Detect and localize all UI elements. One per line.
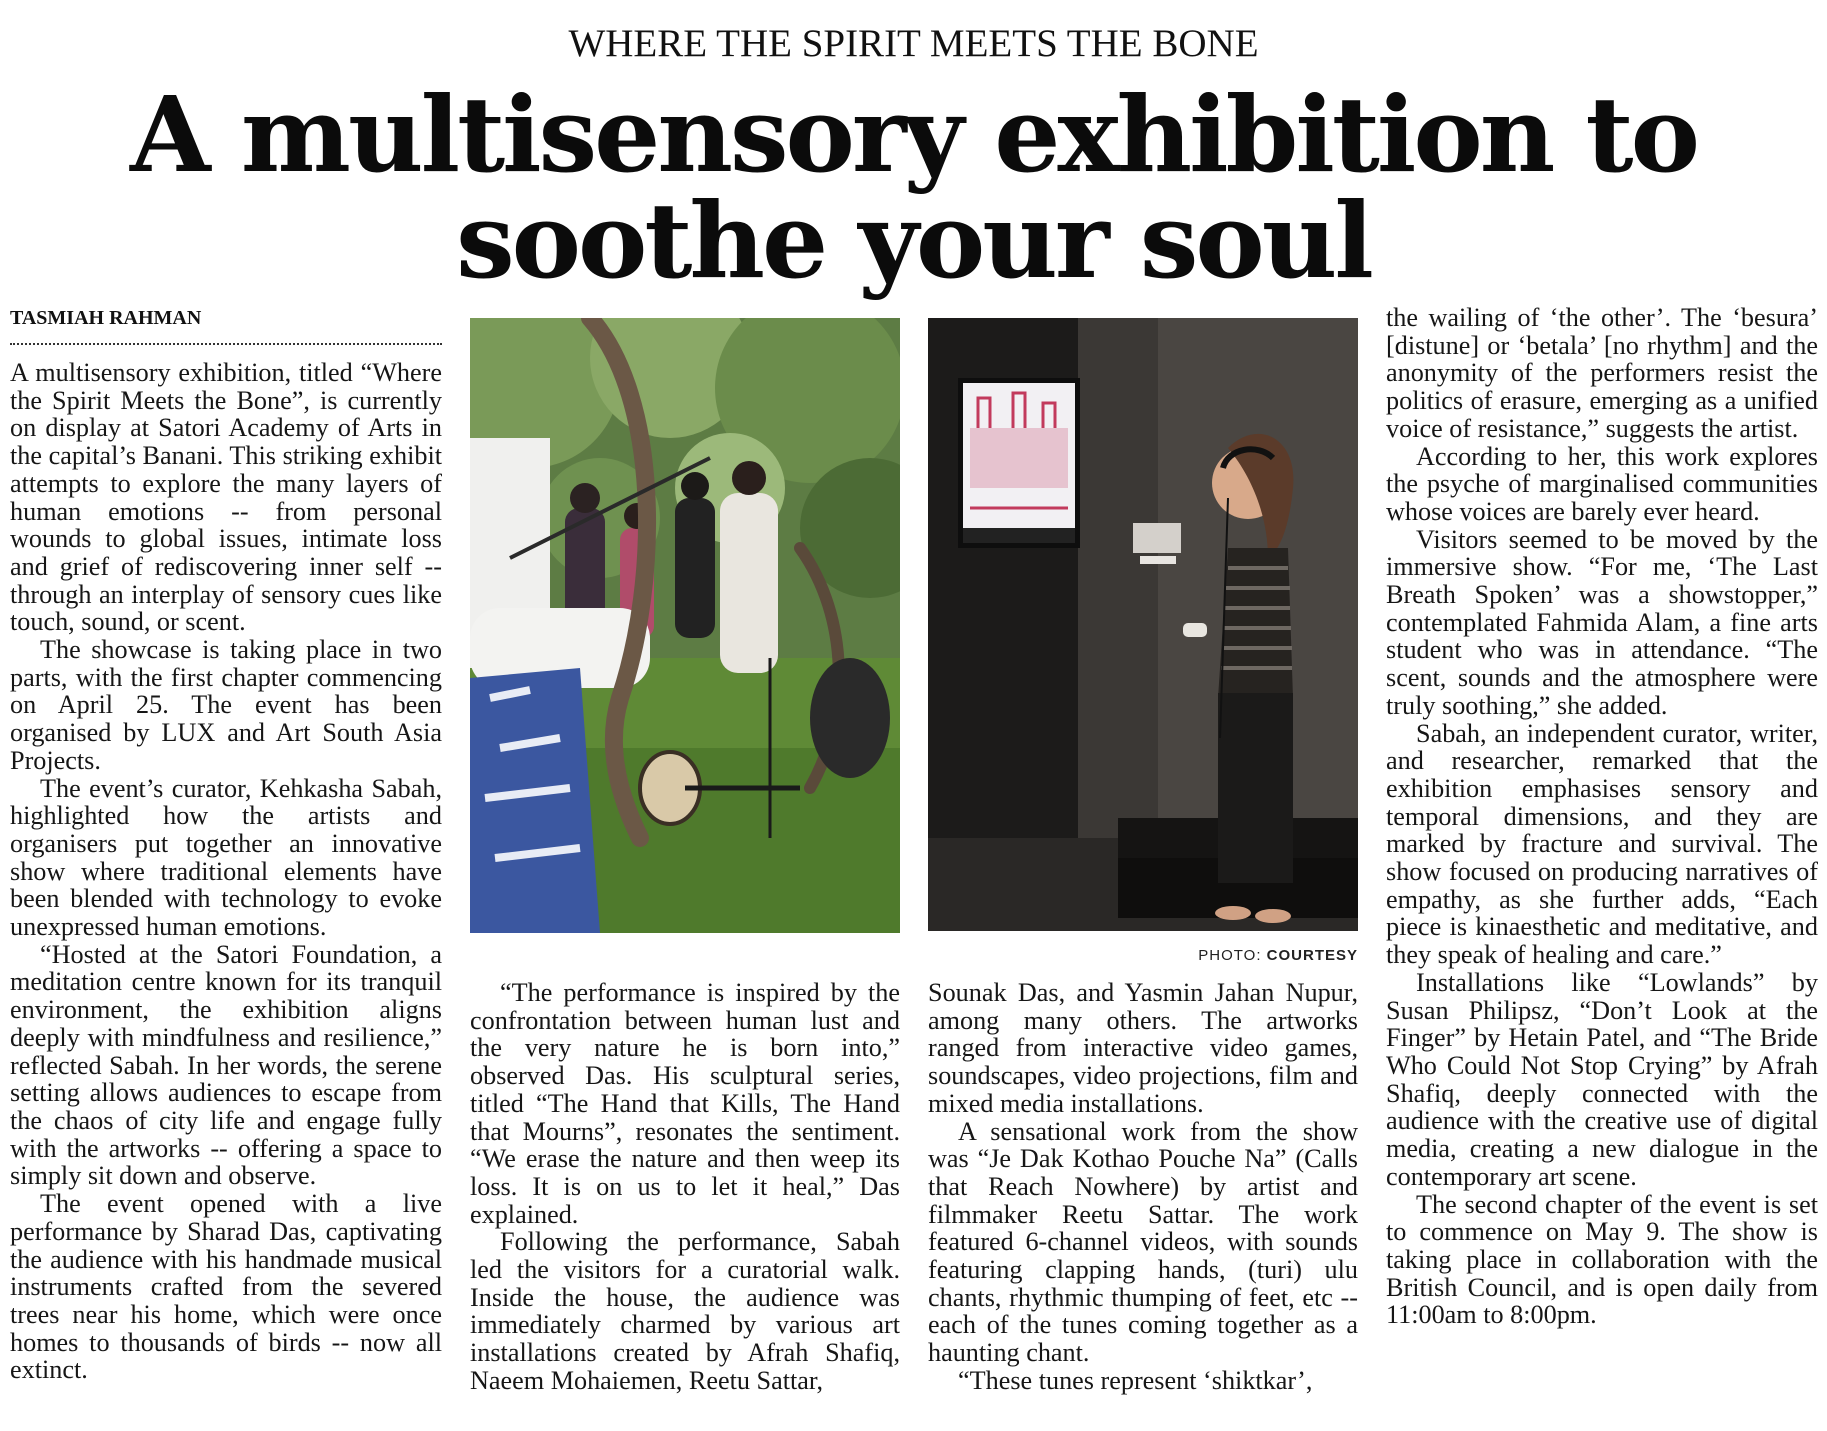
photo-credit-source: COURTESY <box>1266 947 1358 964</box>
photo-credit-label: PHOTO: <box>1198 947 1262 964</box>
article-column-2 <box>470 979 900 1415</box>
paragraph: The event’s curator, Kehkasha Sabah, highlighted how the artists and organisers put together an innovative show where traditional elements have been blended with technology to evoke unexpressed human emotions. <box>10 773 442 942</box>
headline-line-1: A multisensory exhibition to <box>130 73 1697 196</box>
paragraph: the wailing of ‘the other’. The ‘besura’ [distune] or ‘betala’ [no rhythm] and the anonymity of the performers resist the politics of erasure, emerging as a unified voice of resistance,” suggests the artist. <box>1386 304 1818 443</box>
paragraph: “Hosted at the Satori Foundation, a meditation centre known for its tranquil environment, the exhibition aligns deeply with mindfulness and resilience,” reflected Sabah. In her words, the serene setting allows audiences to escape from the chaos of city life and engage fully with the artworks -- offering a space to simply sit down and observe. <box>10 939 442 1191</box>
photo-credit <box>1120 947 1358 964</box>
paragraph: The showcase is taking place in two parts, with the first chapter commencing on April 25. The event has been organised by LUX and Art South Asia Projects. <box>10 635 442 775</box>
paragraph: The second chapter of the event is set to commence on May 9. The show is taking place in collaboration with the British Council, and is open daily from 11:00am to 8:00pm. <box>1386 1189 1818 1330</box>
paragraph: A sensational work from the show was “Je Dak Kothao Pouche Na” (Calls that Reach Nowhere) by artist and filmmaker Reetu Sattar. The work featured 6-channel videos, with sounds featuring clapping hands, (turi) ulu chants, rhythmic thumping of feet, etc -- each of the tunes coming together as a haunting chant. <box>928 1116 1358 1368</box>
paragraph: The event opened with a live performance by Sharad Das, captivating the audience with his handmade musical instruments crafted from the severed trees near his home, which were once homes to thousands of birds -- now all extinct. <box>10 1189 442 1385</box>
headline <box>0 73 1827 302</box>
paragraph: According to her, this work explores the psyche of marginalised communities whose voices are barely ever heard. <box>1386 441 1818 526</box>
kicker: WHERE THE SPIRIT MEETS THE BONE <box>568 22 1259 65</box>
paragraph: Sounak Das, and Yasmin Jahan Nupur, among many others. The artworks ranged from interactive video games, soundscapes, video projections, film and mixed media installations. <box>928 979 1358 1118</box>
headline-line-2: soothe your soul <box>456 179 1371 302</box>
paragraph: Installations like “Lowlands” by Susan Philipsz, “Don’t Look at the Finger” by Hetain Patel, and “The Bride Who Could Not Stop Crying” by Afrah Shafiq, deeply connected with the audience with the creative use of digital media, creating a new dialogue in the contemporary art scene. <box>1386 967 1818 1191</box>
byline-divider <box>10 343 442 345</box>
paragraph: A multisensory exhibition, titled “Where the Spirit Meets the Bone”, is currently on display at Satori Academy of Arts in the capital’s Banani. This striking exhibit attempts to explore the many layers of human emotions -- from personal wounds to global issues, intimate loss and grief of rediscovering inner self -- through an interplay of sensory cues like touch, sound, or scent. <box>10 359 442 637</box>
paragraph: Visitors seemed to be moved by the immersive show. “For me, ‘The Last Breath Spoken’ was a showstopper,” contemplated Fahmida Alam, a fine arts student who was in attendance. “The scent, sounds and the atmosphere were truly soothing,” she added. <box>1386 524 1818 720</box>
article-column-4 <box>1386 304 1818 1415</box>
gallery-photo <box>928 318 1358 931</box>
article-column-3 <box>928 979 1358 1415</box>
paragraph: “The performance is inspired by the confrontation between human lust and the very nature he is born into,” observed Das. His sculptural series, titled “The Hand that Kills, The Hand that Mourns”, resonates the sentiment. “We erase the nature and then weep its loss. It is on us to let it heal,” Das explained. <box>470 979 900 1229</box>
paragraph: Sabah, an independent curator, writer, and researcher, remarked that the exhibition emphasises sensory and temporal dimensions, and they are marked by fracture and survival. The show focused on producing narratives of empathy, as she further adds, “Each piece is kinaesthetic and meditative, and they speak of healing and care.” <box>1386 718 1818 970</box>
article-column-1 <box>10 359 442 1415</box>
paragraph: “These tunes represent ‘shiktkar’, <box>958 1365 1313 1395</box>
paragraph: Following the performance, Sabah led the visitors for a curatorial walk. Inside the house, the audience was immediately charmed by various art installations created by Afrah Shafiq, Naeem Mohaiemen, Reetu Sattar, <box>470 1227 900 1395</box>
byline: TASMIAH RAHMAN <box>10 307 202 329</box>
performance-photo <box>470 318 900 933</box>
